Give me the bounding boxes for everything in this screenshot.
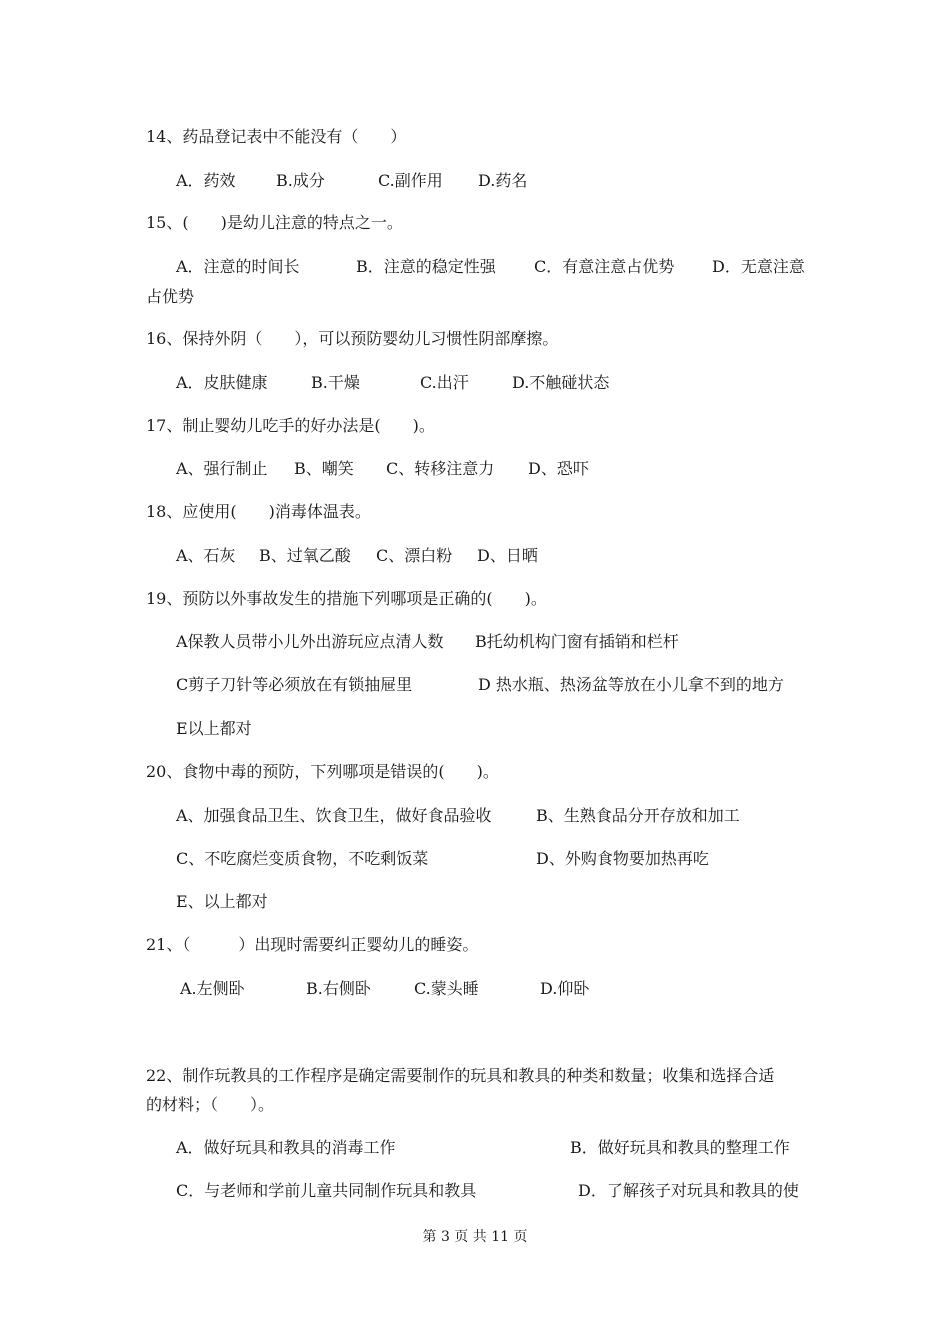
question-14-option-d: D.药名 (478, 171, 528, 190)
question-14-option-c: C.副作用 (378, 171, 443, 190)
question-19-option-c: C剪子刀针等必须放在有锁抽屉里 (176, 675, 413, 694)
question-17-option-a: A、强行制止 (176, 459, 268, 478)
question-20-option-c: C、不吃腐烂变质食物，不吃剩饭菜 (176, 849, 429, 868)
question-20-stem: 20、食物中毒的预防，下列哪项是错误的( )。 (146, 762, 499, 781)
question-19-stem: 19、预防以外事故发生的措施下列哪项是正确的( )。 (146, 589, 547, 608)
question-14-option-a: A．药效 (176, 171, 236, 190)
question-18-option-d: D、日晒 (477, 546, 538, 565)
question-18-option-a: A、石灰 (176, 546, 236, 565)
question-16-stem: 16、保持外阴（ ），可以预防婴幼儿习惯性阴部摩擦。 (146, 329, 559, 348)
question-21-option-a: A.左侧卧 (180, 979, 245, 998)
question-19-option-b: B托幼机构门窗有插销和栏杆 (475, 632, 679, 651)
question-16-option-c: C.出汗 (420, 373, 469, 392)
page-number-footer: 第 3 页 共 11 页 (422, 1229, 528, 1245)
question-17-stem: 17、制止婴幼儿吃手的好办法是( )。 (146, 416, 435, 435)
question-14-stem: 14、药品登记表中不能没有（ ） (146, 127, 407, 146)
question-19-option-a: A保教人员带小儿外出游玩应点清人数 (176, 632, 444, 651)
question-21-option-d: D.仰卧 (540, 979, 590, 998)
question-15-option-b: B．注意的稳定性强 (356, 257, 496, 276)
question-14-option-b: B.成分 (276, 171, 325, 190)
question-18-stem: 18、应使用( )消毒体温表。 (146, 502, 371, 521)
question-16-option-b: B.干燥 (311, 373, 360, 392)
question-22-option-d: D．了解孩子对玩具和教具的使 (578, 1181, 799, 1200)
question-20-option-e: E、以上都对 (176, 892, 268, 911)
question-21-stem: 21、（ ）出现时需要纠正婴幼儿的睡姿。 (146, 935, 479, 954)
question-22-stem-line-1: 22、制作玩教具的工作程序是确定需要制作的玩具和教具的种类和数量；收集和选择合适 (146, 1066, 775, 1085)
question-22-option-c: C．与老师和学前儿童共同制作玩具和教具 (176, 1181, 477, 1200)
question-22-stem-line-2: 的材料；（ ）。 (146, 1095, 275, 1114)
question-15-stem: 15、( )是幼儿注意的特点之一。 (146, 213, 403, 232)
question-20-option-b: B、生熟食品分开存放和加工 (536, 806, 740, 825)
question-15-option-d-continuation: 占优势 (146, 287, 195, 306)
question-15-option-c: C．有意注意占优势 (534, 257, 675, 276)
question-20-option-a: A、加强食品卫生、饮食卫生，做好食品验收 (176, 806, 492, 825)
question-22-option-a: A．做好玩具和教具的消毒工作 (176, 1138, 396, 1157)
question-18-option-c: C、漂白粉 (376, 546, 453, 565)
question-21-option-c: C.蒙头睡 (414, 979, 479, 998)
question-18-option-b: B、过氧乙酸 (259, 546, 351, 565)
question-21-option-b: B.右侧卧 (306, 979, 371, 998)
question-17-option-b: B、嘲笑 (294, 459, 354, 478)
question-22-option-b: B．做好玩具和教具的整理工作 (570, 1138, 790, 1157)
question-19-option-e: E以上都对 (176, 719, 252, 738)
question-20-option-d: D、外购食物要加热再吃 (536, 849, 709, 868)
question-16-option-d: D.不触碰状态 (512, 373, 610, 392)
question-16-option-a: A．皮肤健康 (176, 373, 268, 392)
question-15-option-a: A．注意的时间长 (176, 257, 300, 276)
question-17-option-d: D、恐吓 (528, 459, 589, 478)
question-15-option-d: D．无意注意 (712, 257, 805, 276)
question-19-option-d: D 热水瓶、热汤盆等放在小儿拿不到的地方 (478, 675, 784, 694)
question-17-option-c: C、转移注意力 (386, 459, 495, 478)
